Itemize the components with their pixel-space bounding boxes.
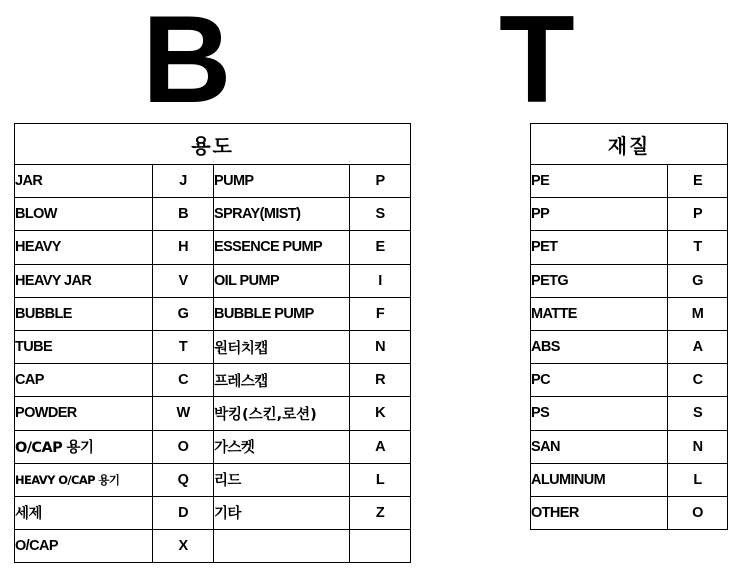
material-code: S	[668, 397, 728, 430]
material-code: M	[668, 297, 728, 330]
material-name: PC	[531, 364, 668, 397]
table-row	[15, 430, 411, 463]
table-row	[531, 198, 728, 231]
purpose-code: K	[350, 397, 411, 430]
purpose-name: OIL PUMP	[214, 264, 350, 297]
purpose-code: C	[153, 364, 214, 397]
material-code: O	[668, 496, 728, 529]
purpose-code: G	[153, 297, 214, 330]
purpose-name: PUMP	[214, 165, 350, 198]
purpose-name: ESSENCE PUMP	[214, 231, 350, 264]
purpose-name: CAP	[15, 364, 153, 397]
purpose-name: 박킹(스킨,로션)	[214, 397, 350, 430]
purpose-name: BUBBLE	[15, 297, 153, 330]
purpose-name: TUBE	[15, 330, 153, 363]
purpose-name: HEAVY O/CAP 용기	[15, 463, 153, 496]
purpose-name: HEAVY	[15, 231, 153, 264]
purpose-name: 원터치캡	[214, 330, 350, 363]
table-row	[15, 165, 411, 198]
purpose-name: O/CAP	[15, 530, 153, 563]
purpose-name: 리드	[214, 463, 350, 496]
material-name: PET	[531, 231, 668, 264]
purpose-code: E	[350, 231, 411, 264]
table-row	[531, 297, 728, 330]
table-row	[15, 496, 411, 529]
purpose-code: V	[153, 264, 214, 297]
table-row	[15, 198, 411, 231]
table-row	[531, 165, 728, 198]
purpose-code: T	[153, 330, 214, 363]
purpose-table	[14, 123, 411, 563]
purpose-name: POWDER	[15, 397, 153, 430]
material-table-title: 재질	[531, 124, 728, 165]
purpose-name: 세제	[15, 496, 153, 529]
material-name: PP	[531, 198, 668, 231]
table-row	[531, 231, 728, 264]
table-row	[531, 264, 728, 297]
table-row	[531, 463, 728, 496]
letter-b-heading: B	[142, 0, 230, 129]
purpose-code: Z	[350, 496, 411, 529]
purpose-code: X	[153, 530, 214, 563]
purpose-code: J	[153, 165, 214, 198]
material-table	[530, 123, 728, 530]
purpose-name: SPRAY(MIST)	[214, 198, 350, 231]
purpose-code: O	[153, 430, 214, 463]
material-code: N	[668, 430, 728, 463]
purpose-name	[214, 530, 350, 563]
purpose-code: R	[350, 364, 411, 397]
material-name: ABS	[531, 330, 668, 363]
purpose-code: P	[350, 165, 411, 198]
purpose-code: B	[153, 198, 214, 231]
table-row	[531, 364, 728, 397]
purpose-code: A	[350, 430, 411, 463]
purpose-name: 기타	[214, 496, 350, 529]
table-row	[531, 397, 728, 430]
purpose-code: L	[350, 463, 411, 496]
purpose-code: Q	[153, 463, 214, 496]
table-row	[15, 397, 411, 430]
table-row	[15, 231, 411, 264]
material-name: PS	[531, 397, 668, 430]
letter-t-heading: T	[499, 0, 573, 129]
material-name: MATTE	[531, 297, 668, 330]
material-name: OTHER	[531, 496, 668, 529]
purpose-name: 프레스캡	[214, 364, 350, 397]
material-code: G	[668, 264, 728, 297]
material-code: L	[668, 463, 728, 496]
material-code: C	[668, 364, 728, 397]
table-row	[531, 330, 728, 363]
purpose-code: H	[153, 231, 214, 264]
material-name: PETG	[531, 264, 668, 297]
table-row	[15, 264, 411, 297]
table-row	[15, 364, 411, 397]
purpose-code: W	[153, 397, 214, 430]
purpose-name: 가스켓	[214, 430, 350, 463]
material-name: ALUMINUM	[531, 463, 668, 496]
purpose-code: S	[350, 198, 411, 231]
purpose-code	[350, 530, 411, 563]
table-row	[15, 463, 411, 496]
purpose-code: N	[350, 330, 411, 363]
table-row	[15, 330, 411, 363]
table-row	[531, 430, 728, 463]
purpose-code: D	[153, 496, 214, 529]
table-row	[15, 530, 411, 563]
table-row	[531, 496, 728, 529]
purpose-name: BLOW	[15, 198, 153, 231]
purpose-name: O/CAP 용기	[15, 430, 153, 463]
purpose-code: F	[350, 297, 411, 330]
material-name: SAN	[531, 430, 668, 463]
material-code: A	[668, 330, 728, 363]
purpose-name: HEAVY JAR	[15, 264, 153, 297]
material-code: T	[668, 231, 728, 264]
purpose-code: I	[350, 264, 411, 297]
material-code: E	[668, 165, 728, 198]
purpose-name: BUBBLE PUMP	[214, 297, 350, 330]
purpose-name: JAR	[15, 165, 153, 198]
purpose-table-title: 용도	[15, 124, 411, 165]
material-code: P	[668, 198, 728, 231]
material-name: PE	[531, 165, 668, 198]
table-row	[15, 297, 411, 330]
